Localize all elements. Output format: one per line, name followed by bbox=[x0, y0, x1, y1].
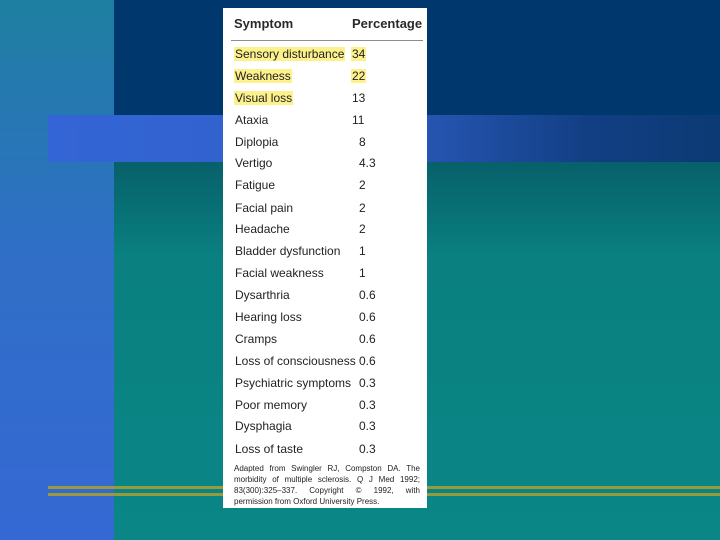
percentage-cell: 0.3 bbox=[359, 419, 376, 433]
table-row bbox=[223, 67, 427, 87]
symptom-cell: Bladder dysfunction bbox=[235, 244, 341, 258]
table-row bbox=[223, 417, 427, 437]
symptom-cell: Dysphagia bbox=[235, 419, 292, 433]
symptom-cell: Facial pain bbox=[235, 201, 294, 215]
table-header bbox=[223, 8, 427, 42]
symptom-cell: Headache bbox=[235, 222, 290, 236]
percentage-cell: 34 bbox=[352, 47, 366, 61]
slide-background-left-strip bbox=[0, 0, 114, 540]
symptom-cell: Facial weakness bbox=[235, 266, 324, 280]
percentage-cell: 0.3 bbox=[359, 376, 376, 390]
symptom-cell: Loss of taste bbox=[235, 442, 304, 456]
table-row bbox=[223, 440, 427, 460]
percentage-cell: 13 bbox=[352, 91, 366, 105]
table-row bbox=[223, 308, 427, 328]
table-row bbox=[223, 286, 427, 306]
percentage-cell: 8 bbox=[359, 135, 366, 149]
symptom-cell: Weakness bbox=[235, 69, 291, 83]
percentage-cell: 4.3 bbox=[359, 156, 376, 170]
table-row bbox=[223, 199, 427, 219]
table-row bbox=[223, 352, 427, 372]
table-row bbox=[223, 374, 427, 394]
header-percentage: Percentage bbox=[352, 16, 423, 31]
symptom-cell: Cramps bbox=[235, 332, 278, 346]
symptom-cell: Poor memory bbox=[235, 398, 308, 412]
symptom-table-card bbox=[223, 8, 427, 508]
symptom-cell: Hearing loss bbox=[235, 310, 302, 324]
table-row bbox=[223, 176, 427, 196]
percentage-cell: 0.3 bbox=[359, 398, 376, 412]
symptom-cell: Fatigue bbox=[235, 178, 276, 192]
percentage-cell: 0.6 bbox=[359, 310, 376, 324]
table-footnote: Adapted from Swingler RJ, Compston DA. The morbidity of multiple sclerosis. Q J Med 1992; 83(300):325–337. Copyright © 1992, with permission from Oxford University Press. bbox=[234, 464, 420, 506]
symptom-cell: Ataxia bbox=[235, 113, 269, 127]
table-row bbox=[223, 89, 427, 109]
table-row bbox=[223, 242, 427, 262]
header-symptom: Symptom bbox=[234, 16, 294, 31]
table-row bbox=[223, 220, 427, 240]
table-row bbox=[223, 45, 427, 65]
table-row bbox=[223, 330, 427, 350]
percentage-cell: 1 bbox=[359, 244, 366, 258]
percentage-cell: 1 bbox=[359, 266, 366, 280]
percentage-cell: 22 bbox=[352, 69, 366, 83]
table-row bbox=[223, 154, 427, 174]
table-row bbox=[223, 396, 427, 416]
percentage-cell: 11 bbox=[352, 113, 365, 127]
percentage-cell: 0.6 bbox=[359, 354, 376, 368]
symptom-cell: Loss of consciousness bbox=[235, 354, 356, 368]
symptom-cell: Dysarthria bbox=[235, 288, 290, 302]
header-divider bbox=[231, 40, 423, 41]
percentage-cell: 2 bbox=[359, 201, 366, 215]
table-row bbox=[223, 111, 427, 131]
percentage-cell: 0.3 bbox=[359, 442, 376, 456]
percentage-cell: 0.6 bbox=[359, 332, 376, 346]
symptom-cell: Sensory disturbance bbox=[235, 47, 345, 61]
table-row bbox=[223, 133, 427, 153]
percentage-cell: 0.6 bbox=[359, 288, 376, 302]
symptom-cell: Vertigo bbox=[235, 156, 273, 170]
percentage-cell: 2 bbox=[359, 222, 366, 236]
symptom-cell: Diplopia bbox=[235, 135, 279, 149]
table-row bbox=[223, 264, 427, 284]
percentage-cell: 2 bbox=[359, 178, 366, 192]
symptom-cell: Visual loss bbox=[235, 91, 293, 105]
symptom-cell: Psychiatric symptoms bbox=[235, 376, 352, 390]
